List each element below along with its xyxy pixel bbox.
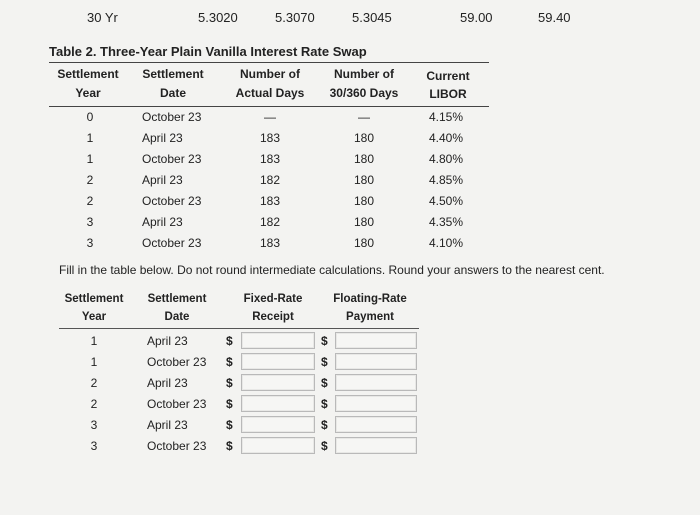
header-current-libor: Current LIBOR: [426, 69, 470, 101]
fixed-rate-receipt-field[interactable]: [242, 335, 314, 350]
fixed-rate-receipt-input[interactable]: [241, 395, 315, 412]
answer-cell-date: October 23: [147, 439, 207, 453]
table-title: Table 2. Three-Year Plain Vanilla Interest Rate Swap: [49, 44, 367, 59]
cell-settlement-year: 0: [86, 110, 94, 124]
cell-settlement-year: 2: [86, 194, 94, 208]
fixed-rate-receipt-input[interactable]: [241, 437, 315, 454]
dollar-sign: $: [226, 397, 233, 411]
cell-30-360-days: 180: [353, 215, 375, 229]
cell-current-libor: 4.80%: [428, 152, 464, 166]
floating-rate-payment-input[interactable]: [335, 395, 417, 412]
header-30-360-days: Number of 30/360 Days: [329, 67, 399, 100]
cell-settlement-date: October 23: [142, 194, 202, 208]
cell-actual-days: 183: [259, 152, 281, 166]
header-settlement-date: Settlement Date: [142, 67, 204, 100]
cell-settlement-date: October 23: [142, 152, 202, 166]
floating-rate-payment-field[interactable]: [336, 440, 416, 455]
cell-current-libor: 4.15%: [428, 110, 464, 124]
answer-cell-year: 1: [90, 355, 98, 369]
top-value: 5.3045: [352, 10, 392, 25]
cell-30-360-days: 180: [353, 236, 375, 250]
cell-actual-days: 183: [259, 131, 281, 145]
dollar-sign: $: [321, 355, 328, 369]
cell-current-libor: 4.35%: [428, 215, 464, 229]
fixed-rate-receipt-field[interactable]: [242, 440, 314, 455]
floating-rate-payment-field[interactable]: [336, 377, 416, 392]
cell-settlement-date: April 23: [142, 173, 183, 187]
answer-header-fixed-rate-receipt: Fixed-Rate Receipt: [243, 293, 303, 323]
table-top-rule: [49, 62, 489, 63]
cell-actual-days: 182: [259, 173, 281, 187]
cell-30-360-days: —: [358, 110, 370, 124]
floating-rate-payment-field[interactable]: [336, 356, 416, 371]
cell-actual-days: 183: [259, 194, 281, 208]
cell-settlement-date: October 23: [142, 110, 202, 124]
top-value: 5.3070: [275, 10, 315, 25]
cell-actual-days: —: [264, 110, 276, 124]
floating-rate-payment-input[interactable]: [335, 353, 417, 370]
dollar-sign: $: [321, 376, 328, 390]
floating-rate-payment-input[interactable]: [335, 332, 417, 349]
answer-cell-year: 3: [90, 418, 98, 432]
top-value: 5.3020: [198, 10, 238, 25]
cell-30-360-days: 180: [353, 194, 375, 208]
floating-rate-payment-input[interactable]: [335, 416, 417, 433]
term-label: 30 Yr: [87, 10, 118, 25]
dollar-sign: $: [226, 439, 233, 453]
cell-current-libor: 4.40%: [428, 131, 464, 145]
answer-header-floating-rate-payment: Floating-Rate Payment: [333, 293, 407, 323]
cell-30-360-days: 180: [353, 152, 375, 166]
fixed-rate-receipt-field[interactable]: [242, 356, 314, 371]
answer-header-settlement-date: Settlement Date: [147, 293, 207, 323]
instruction-text: Fill in the table below. Do not round intermediate calculations. Round your answers to the nearest cent.: [59, 263, 605, 277]
fixed-rate-receipt-field[interactable]: [242, 419, 314, 434]
cell-settlement-year: 1: [86, 131, 94, 145]
fixed-rate-receipt-input[interactable]: [241, 374, 315, 391]
answer-header-rule: [59, 328, 419, 329]
cell-30-360-days: 180: [353, 173, 375, 187]
dollar-sign: $: [321, 334, 328, 348]
answer-cell-year: 2: [90, 376, 98, 390]
answer-header-settlement-year: Settlement Year: [64, 293, 124, 323]
dollar-sign: $: [226, 418, 233, 432]
answer-cell-year: 3: [90, 439, 98, 453]
dollar-sign: $: [226, 376, 233, 390]
cell-current-libor: 4.10%: [428, 236, 464, 250]
answer-cell-date: October 23: [147, 397, 207, 411]
dollar-sign: $: [321, 418, 328, 432]
answer-cell-date: October 23: [147, 355, 207, 369]
answer-cell-year: 2: [90, 397, 98, 411]
table-header-rule: [49, 106, 489, 107]
dollar-sign: $: [226, 355, 233, 369]
floating-rate-payment-field[interactable]: [336, 419, 416, 434]
floating-rate-payment-input[interactable]: [335, 437, 417, 454]
cell-settlement-year: 3: [86, 215, 94, 229]
fixed-rate-receipt-input[interactable]: [241, 353, 315, 370]
cell-settlement-year: 1: [86, 152, 94, 166]
answer-cell-year: 1: [90, 334, 98, 348]
top-value: 59.40: [538, 10, 571, 25]
cell-settlement-year: 2: [86, 173, 94, 187]
fixed-rate-receipt-field[interactable]: [242, 377, 314, 392]
answer-cell-date: April 23: [147, 334, 188, 348]
floating-rate-payment-input[interactable]: [335, 374, 417, 391]
answer-cell-date: April 23: [147, 376, 188, 390]
cell-current-libor: 4.50%: [428, 194, 464, 208]
answer-cell-date: April 23: [147, 418, 188, 432]
fixed-rate-receipt-input[interactable]: [241, 332, 315, 349]
cell-actual-days: 183: [259, 236, 281, 250]
dollar-sign: $: [321, 439, 328, 453]
header-actual-days: Number of Actual Days: [235, 67, 305, 100]
cell-actual-days: 182: [259, 215, 281, 229]
floating-rate-payment-field[interactable]: [336, 398, 416, 413]
fixed-rate-receipt-input[interactable]: [241, 416, 315, 433]
cell-settlement-year: 3: [86, 236, 94, 250]
cell-30-360-days: 180: [353, 131, 375, 145]
cell-current-libor: 4.85%: [428, 173, 464, 187]
fixed-rate-receipt-field[interactable]: [242, 398, 314, 413]
header-settlement-year: Settlement Year: [57, 67, 119, 100]
dollar-sign: $: [321, 397, 328, 411]
floating-rate-payment-field[interactable]: [336, 335, 416, 350]
top-value: 59.00: [460, 10, 493, 25]
dollar-sign: $: [226, 334, 233, 348]
cell-settlement-date: October 23: [142, 236, 202, 250]
cell-settlement-date: April 23: [142, 215, 183, 229]
cell-settlement-date: April 23: [142, 131, 183, 145]
